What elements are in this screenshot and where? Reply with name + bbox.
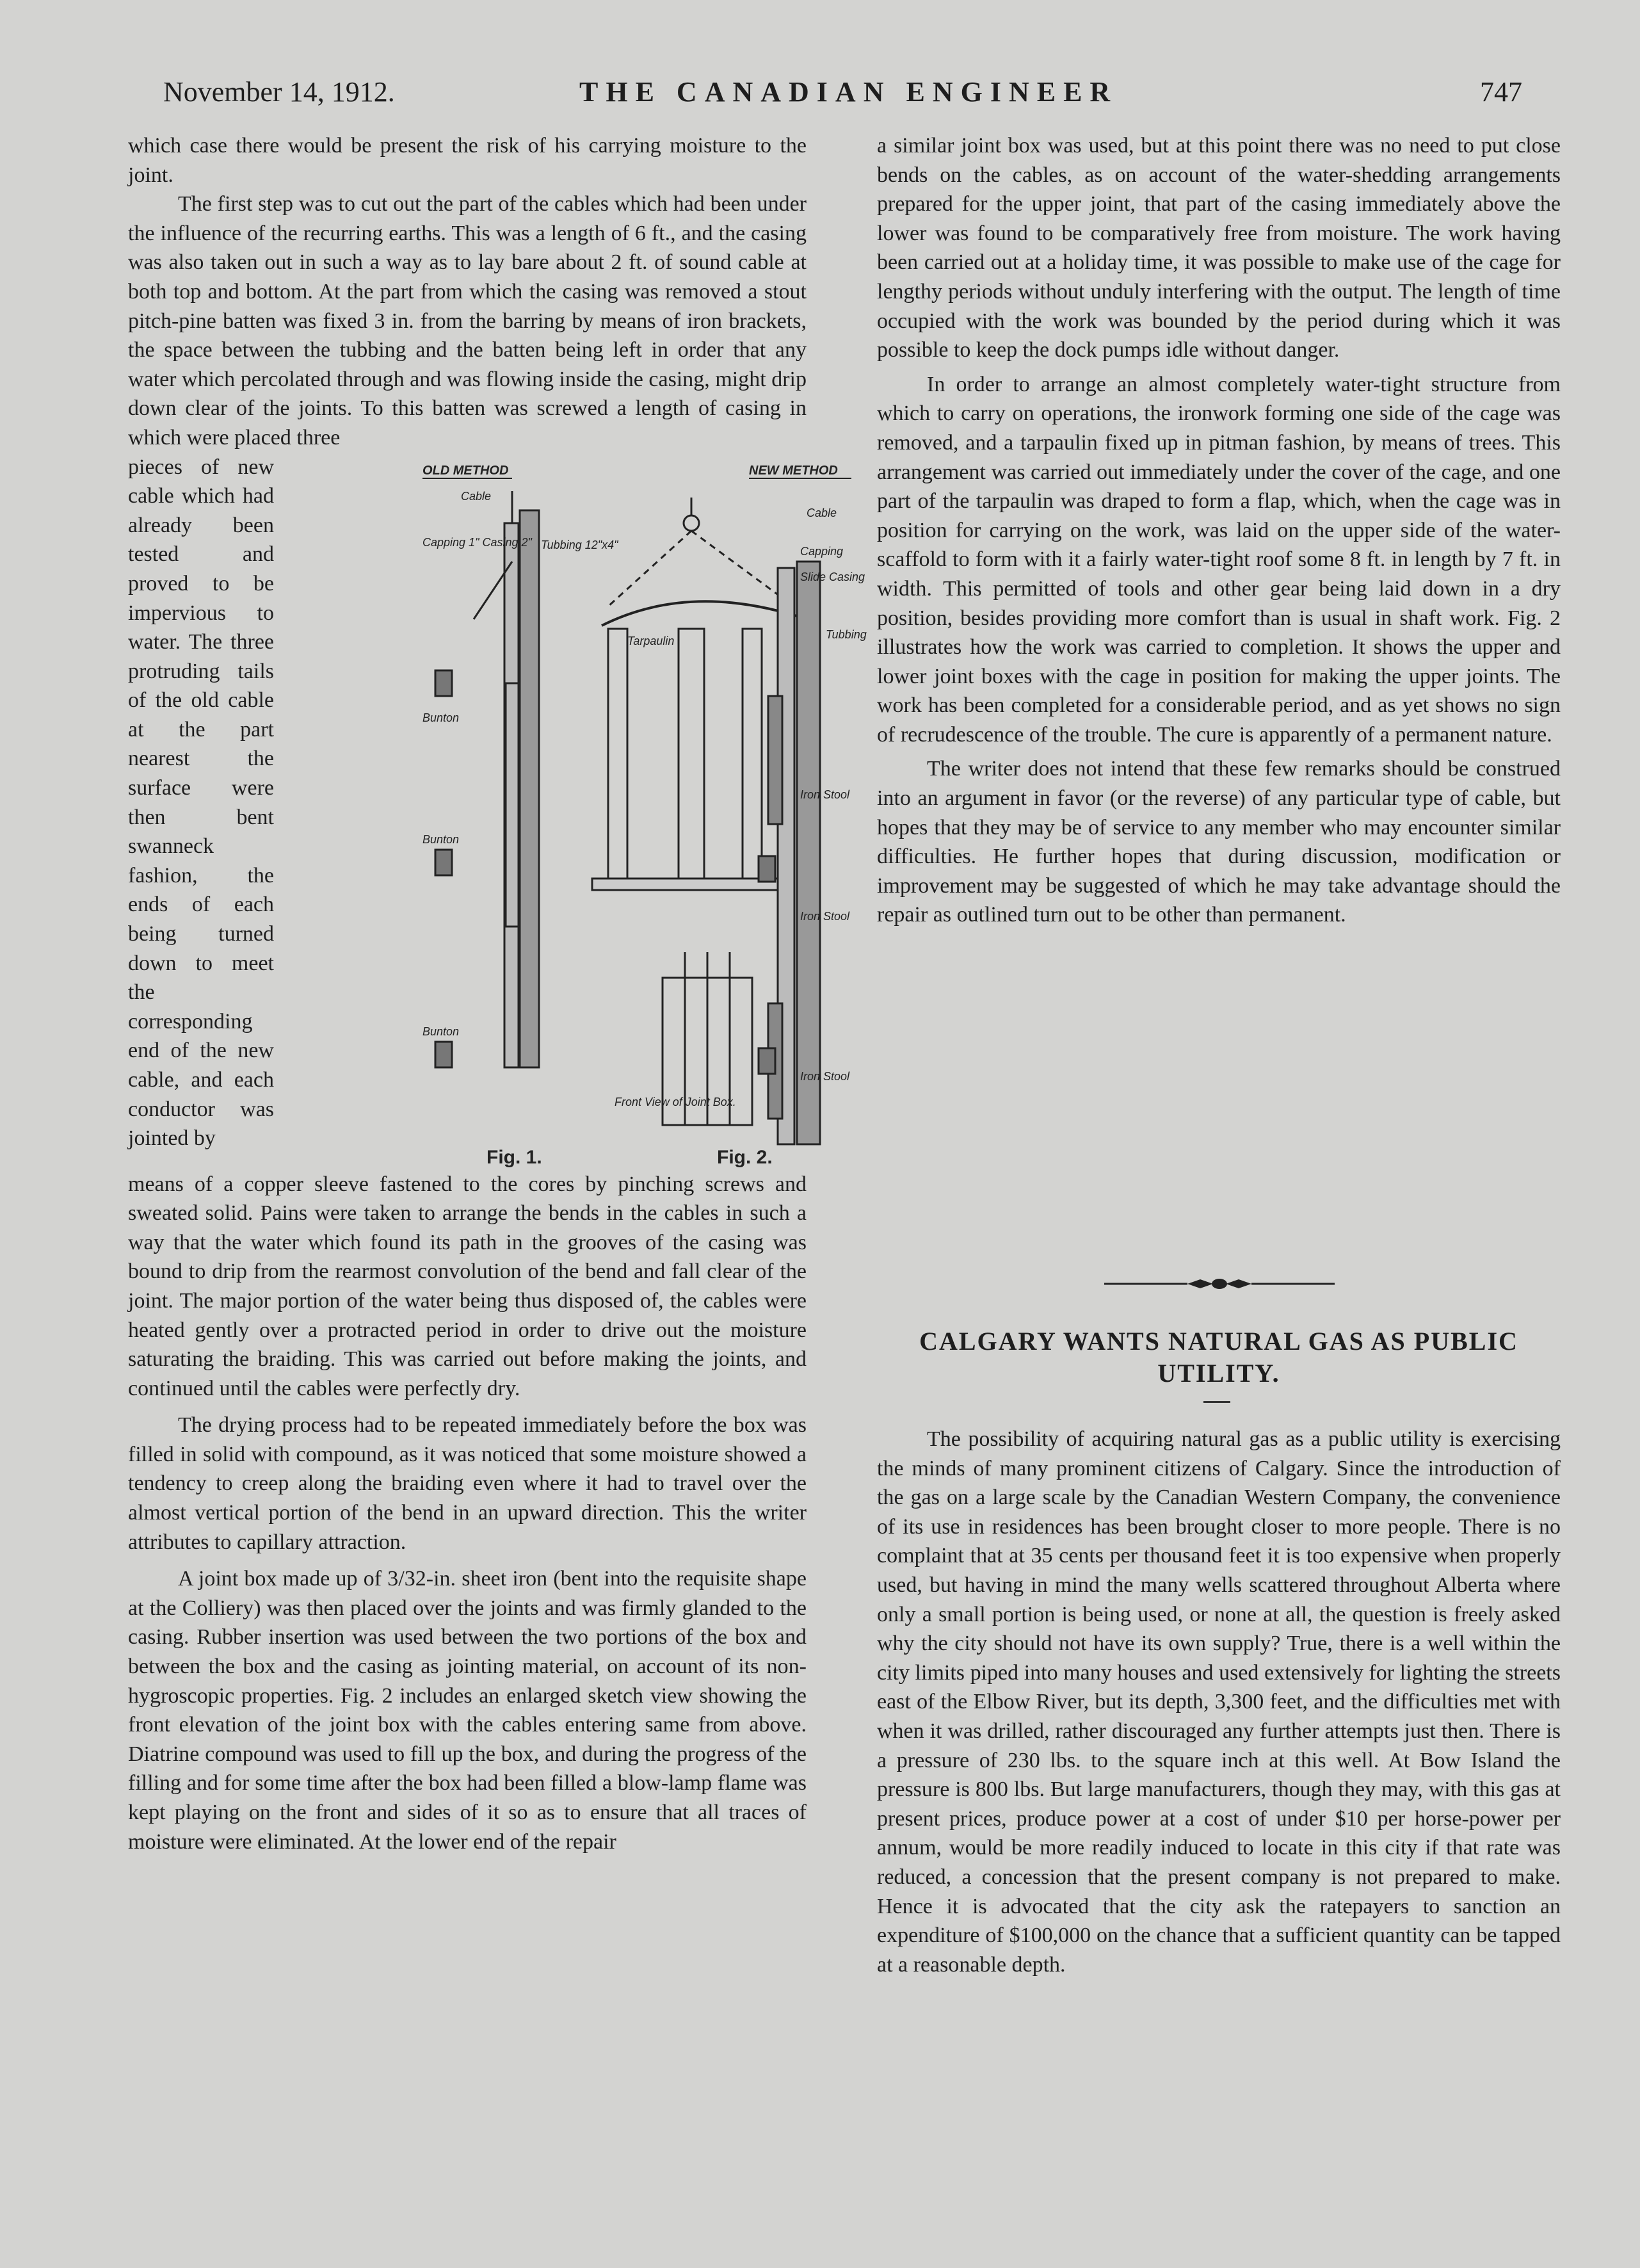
label-cable: Cable (461, 489, 492, 503)
paragraph: The possibility of acquiring natural gas as a public utility is exercising the minds of many prominent citizens of Calgary. Since the introduction of the gas on a large scale by the Canadian Western Company, the convenience of its use in residences has been brought closer to more people. There is no complaint that at 35 cents per thousand feet it is too expensive when properly used, but having in mind the many wells scattered throughout Alberta where only a small portion is being used, or none at all, the question is freely asked why the city should not have its own supply? True, there is a well within the city limits piped into many houses and used extensively for lighting the streets east of the Elbow River, but its depth, 3,300 feet, and the difficulties met with when it was drilled, rather discouraged any further attempts just then. There is a pressure of 230 lbs. to the square inch at this well. At Bow Island the pressure is 800 lbs. But large manufacturers, though they may, with this gas at present prices, produce power at a cost of under $10 per horse-power per annum, would be more readily induced to locate in this city if that rate was reduced, a concession that the present company is not prepared to make. Hence it is advocated that the city ask the ratepayers to sanction an expenditure of $100,000 on the chance that a sufficient quantity can be tapped at a reasonable depth. (877, 1427, 1561, 1977)
paragraph: a similar joint box was used, but at this point there was no need to put close bends on the cables, as on account of the water-shedding arrangements prepared for the upper joint, that part of the casing immediately above the lower was found to be comparatively free from moisture. The work having been carried out at a holiday time, it was possible to make use of the cage for lengthy periods without unduly interfering with the output. The length of time occupied with the work was bounded by the period during which it was possible to keep the dock pumps idle without danger. (877, 134, 1561, 362)
header-date: November 14, 1912. (163, 76, 395, 108)
label-bunton: Bunton (422, 1025, 460, 1038)
label-capping-casing: Capping 1" Casing 2" (422, 535, 532, 549)
fig1-caption: Fig. 1. (486, 1146, 542, 1168)
label-slide-casing: Slide Casing (800, 570, 865, 583)
label-bunton: Bunton (422, 711, 460, 724)
paragraph: The writer does not intend that these few remarks should be construed into an argument in favor (or the reverse) of any particular type of cable, but hopes that they may be of service to any member who may encounter similar difficulties. He further hopes that during discussion, modification or improvement may be suggested of which he may take advantage should the repair as outlined turn out to be other than permanent. (877, 757, 1561, 927)
journal-title: THE CANADIAN ENGINEER (579, 76, 1118, 108)
headline-rule (1203, 1401, 1230, 1403)
label-cable: Cable (807, 506, 837, 519)
label-front-view: Front View of Joint Box. (615, 1095, 736, 1108)
ornamental-divider (1104, 1274, 1335, 1293)
label-iron-stool: Iron Stool (800, 788, 850, 801)
narrow-paragraph: pieces of new cable which had already been tested and proved to be impervious to water. The three protruding tails of the old cable at the part nearest the surface were then bent swanneck fashion, the ends of each being turned down to meet the corresponding end of the new cable, and each conductor was jointed by (128, 455, 274, 1151)
label-tubbing-size: Tubbing 12"x4" (541, 538, 618, 551)
shaft-cable-diagram (410, 453, 947, 1170)
paragraph: The first step was to cut out the part of the cables which had been under the influence of the recurring earths. This was a length of 6 ft., and the casing was also taken out in such a way as to lay bare about 2 ft. of sound cable at both top and bottom. At the part from which the casing was removed a stout pitch-pine batten was fixed 3 in. from the barring by means of iron brackets, the space between the tubbing and the batten being left in order that any water which percolated through and was flowing inside the casing, might drip down clear of the joints. To this batten was screwed a length of casing in which were placed three (128, 192, 807, 450)
paragraph: In order to arrange an almost completely water-tight structure from which to carry on operations, the ironwork forming one side of the cage was removed, and a tarpaulin fixed up in pitman fashion, by means of trees. This arrangement was carried out immediately under the cover of the cage, and one part of the tarpaulin was draped to form a flap, which, when the cage was in position for carrying on the work, was laid on the upper side of the water-scaffold to form with it a fairly water-tight roof some 8 ft. in length by 7 ft. in width. This permitted of tools and other gear being laid down in a dry position, besides providing more comfort than is usual in shaft work. Fig. 2 illustrates how the work was carried to completion. It shows the upper and lower joint boxes with the cage in position for making the upper joints. The work has been completed for a considerable period, and as yet shows no sign of recrudescence of the trouble. The cure is apparently of a permanent nature. (877, 372, 1561, 747)
figure-wrap (128, 453, 867, 1170)
label-capping: Capping (800, 544, 844, 558)
figure-diagram (410, 453, 947, 1170)
label-tarpaulin: Tarpaulin (627, 634, 675, 647)
left-column (128, 131, 867, 1856)
article2-body (877, 1425, 1561, 1979)
fig2-caption: Fig. 2. (717, 1146, 773, 1168)
label-new-method: NEW METHOD (749, 463, 838, 478)
label-bunton: Bunton (422, 832, 460, 846)
article-headline: CALGARY WANTS NATURAL GAS AS PUBLIC UTILITY. (919, 1327, 1518, 1388)
label-tubbing: Tubbing (826, 628, 867, 641)
paragraph: which case there would be present the risk of his carrying moisture to the joint. (128, 134, 807, 187)
label-iron-stool: Iron Stool (800, 909, 850, 923)
right-column (877, 131, 1561, 930)
label-iron-stool: Iron Stool (800, 1069, 850, 1083)
paragraph: means of a copper sleeve fastened to the cores by pinching screws and sweated solid. Pains were taken to arrange the bends in the cables in such a way that the water which found its path in the grooves of the casing was bound to drip from the rearmost convolution of the bend and fall clear of the joint. The major portion of the water being thus disposed of, the cables were heated gently over a protracted period in order to drive out the moisture saturating the braiding. This was carried out before making the joints, and continued until the cables were perfectly dry. (128, 1172, 807, 1400)
paragraph: A joint box made up of 3/32-in. sheet iron (bent into the requisite shape at the Colliery) was then placed over the joints and was firmly glanded to the casing. Rubber insertion was used between the two portions of the box and between the box and the casing as jointing material, on account of its non-hygroscopic properties. Fig. 2 includes an enlarged sketch view showing the front elevation of the joint box with the cables entering same from above. Diatrine compound was used to fill up the box, and during the progress of the filling and for some time after the box had been filled a blow-lamp flame was kept playing on the front and sides of it so as to ensure that all traces of moisture were eliminated. At the lower end of the repair (128, 1567, 807, 1854)
page-number: 747 (1480, 76, 1522, 108)
page-header (0, 76, 1640, 120)
label-old-method: OLD METHOD (422, 463, 509, 478)
paragraph: The drying process had to be repeated immediately before the box was filled in solid with compound, as it was noticed that some moisture showed a tendency to creep along the braiding even where it had to travel over the almost vertical portion of the bend in an upward direction. This the writer attributes to capillary attraction. (128, 1413, 807, 1554)
